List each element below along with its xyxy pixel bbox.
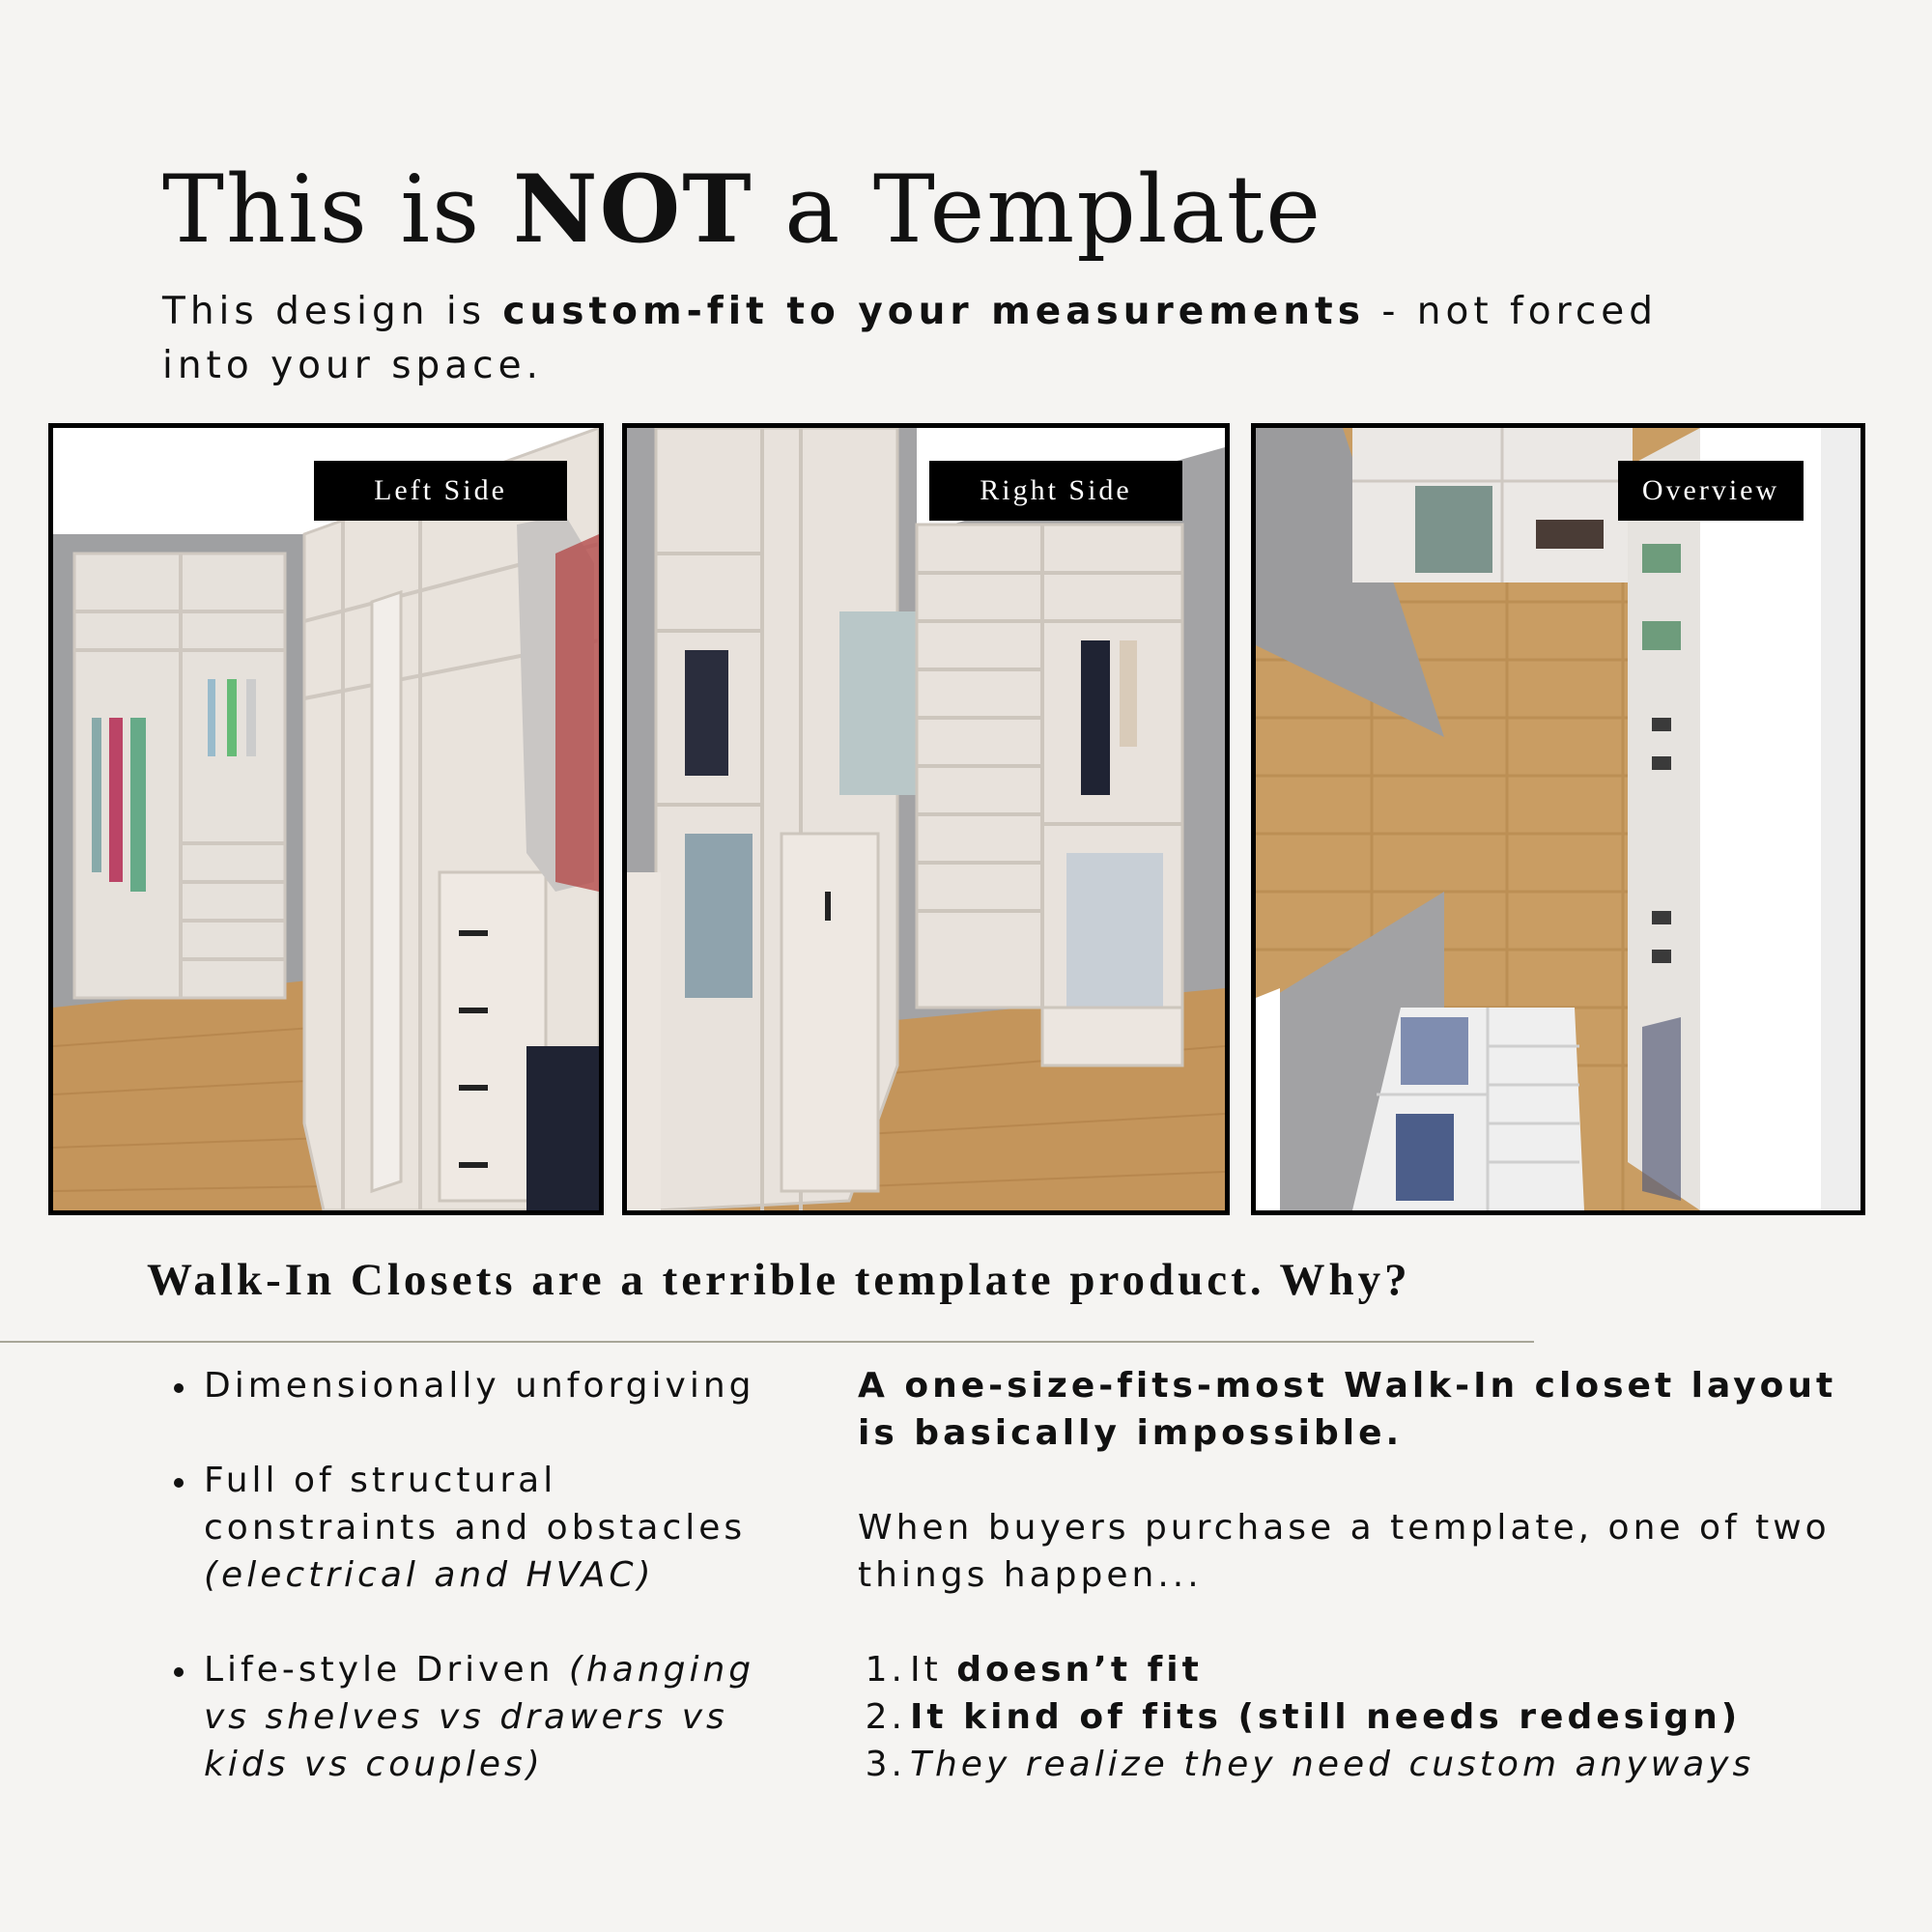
closet-right-render-image [627, 428, 1225, 1210]
right-side-label: Right Side [929, 461, 1182, 521]
left-side-render [48, 423, 604, 1215]
reason-item: Life-style Driven (hanging vs shelves vs drawers vs kids vs couples) [174, 1646, 792, 1788]
left-side-label: Left Side [314, 461, 567, 521]
right-side-render [622, 423, 1230, 1215]
closet-left-render-image [53, 428, 599, 1210]
explanation-column [858, 1362, 1882, 1788]
outcomes-list [858, 1646, 1882, 1788]
section-divider [0, 1341, 1534, 1343]
reason-item: Full of structural constraints and obstacles (electrical and HVAC) [174, 1457, 792, 1599]
closet-overview-render-image [1256, 428, 1861, 1210]
reasons-list [174, 1362, 792, 1835]
section-heading: Walk-In Closets are a terrible template product. Why? [147, 1255, 1411, 1305]
overview-render [1251, 423, 1865, 1215]
outcome-item: 1. It doesn’t fit [865, 1650, 1203, 1690]
explanation-statement: A one-size-fits-most Walk-In closet layout is basically impossible. [858, 1366, 1837, 1453]
outcome-item: 2. It kind of fits (still needs redesign) [865, 1697, 1742, 1737]
page-subtitle: This design is custom-fit to your measurements - not forced into your space. [162, 290, 1659, 387]
reason-item: Dimensionally unforgiving [174, 1362, 792, 1409]
page-title: This is NOT a Template [162, 155, 1323, 264]
overview-label: Overview [1618, 461, 1804, 521]
outcome-item: 3. They realize they need custom anyways [865, 1745, 1755, 1784]
explanation-intro: When buyers purchase a template, one of two things happen... [858, 1508, 1831, 1595]
